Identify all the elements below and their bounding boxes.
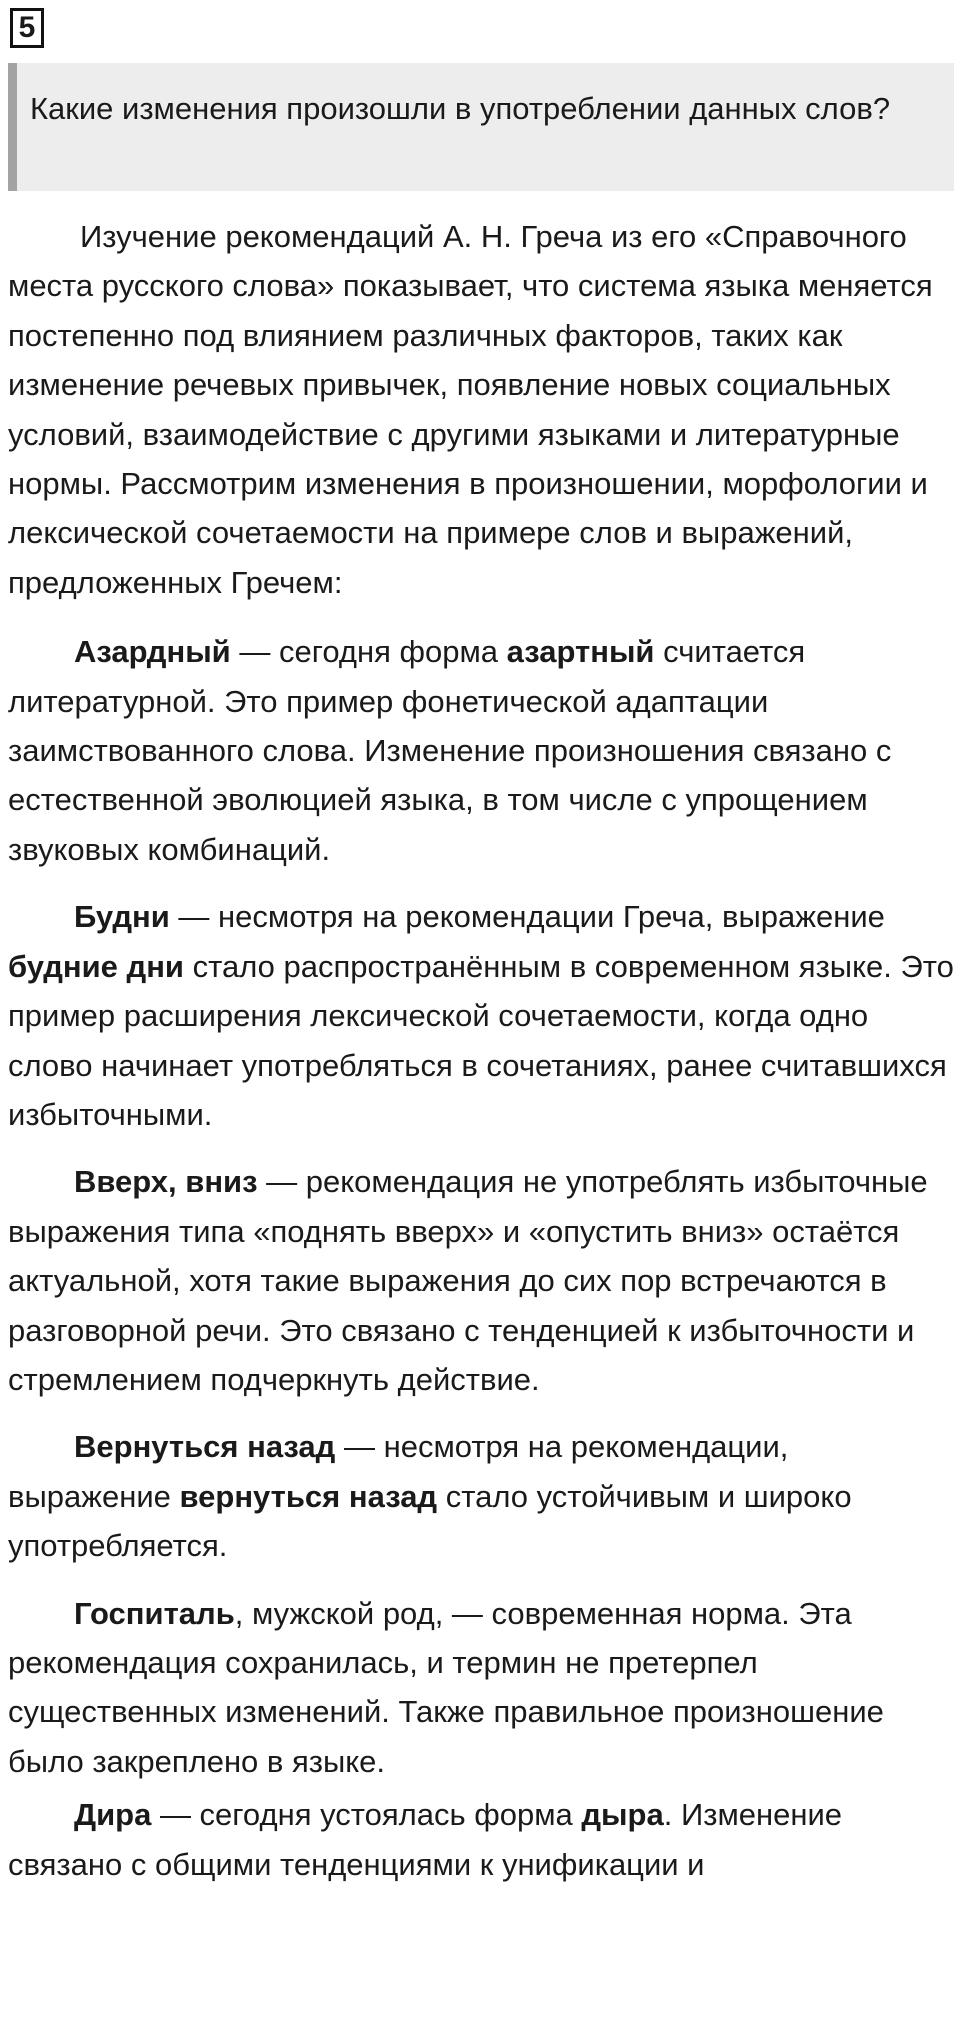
item-highlight: азартный: [506, 634, 655, 670]
item-term: Дира: [74, 1797, 152, 1833]
item-highlight: вернуться назад: [179, 1478, 438, 1514]
item-text: считается литературной. Это пример фонетической адаптации заимствованного слова. Изменение произношения связано с естественной эволюцией языка, в том числе с упрощением звуковых комбинаций.: [8, 634, 892, 867]
item-paragraph-dira: [8, 1790, 954, 1889]
item-text: — несмотря на рекомендации Греча, выражение: [169, 899, 885, 935]
item-text: — сегодня форма: [230, 634, 507, 670]
item-text: — сегодня устоялась форма: [151, 1797, 582, 1833]
task-number-badge: 5: [10, 8, 44, 48]
item-text: — несмотря на рекомендации, выражение: [8, 1429, 789, 1514]
item-paragraph-vverh-vniz: [8, 1157, 954, 1404]
answer-body: [8, 212, 954, 1907]
item-paragraph-vernutsya-nazad: [8, 1422, 954, 1570]
item-text: стало устойчивым и широко употребляется.: [8, 1478, 852, 1564]
question-text: Какие изменения произошли в употреблении данных слов?: [30, 91, 891, 126]
question-block: [8, 63, 954, 191]
item-term: Вверх, вниз: [74, 1164, 258, 1200]
item-text: . Изменение связано с общими тенденциями к унификации и: [8, 1797, 843, 1882]
item-text: — рекомендация не употреблять избыточные выражения типа «поднять вверх» и «опустить вниз» остаётся актуальной, хотя такие выражения до сих пор встречаются в разговорной речи. Это связано с тенденцией к избыточности и стремлением подчеркнуть действие.: [8, 1164, 928, 1397]
item-text: , мужской род, — современная норма. Эта рекомендация сохранилась, и термин не претерпел существенных изменений. Также правильное произношение было закреплено в языке.: [8, 1595, 884, 1779]
item-highlight: будние дни: [8, 948, 184, 984]
item-term: Госпиталь: [74, 1595, 235, 1631]
item-term: Вернуться назад: [74, 1429, 336, 1465]
item-paragraph-budni: [8, 892, 954, 1139]
intro-paragraph: Изучение рекомендаций А. Н. Греча из его «Справочного места русского слова» показывает, что система языка меняется постепенно под влиянием различных факторов, таких как изменение речевых привычек, появление новых социальных условий, взаимодействие с другими языками и литературные нормы. Рассмотрим изменения в произношении, морфологии и лексической сочетаемости на примере слов и выражений, предложенных Гречем:: [8, 219, 933, 600]
item-term: Будни: [74, 899, 170, 935]
item-paragraph-azardny: [8, 627, 954, 874]
item-term: Азардный: [74, 634, 231, 670]
item-paragraph-gospital: [8, 1589, 954, 1787]
item-highlight: дыра: [581, 1797, 664, 1833]
item-text: стало распространённым в современном языке. Это пример расширения лексической сочетаемости, когда одно слово начинает употребляться в сочетаниях, ранее считавшихся избыточными.: [8, 948, 954, 1132]
